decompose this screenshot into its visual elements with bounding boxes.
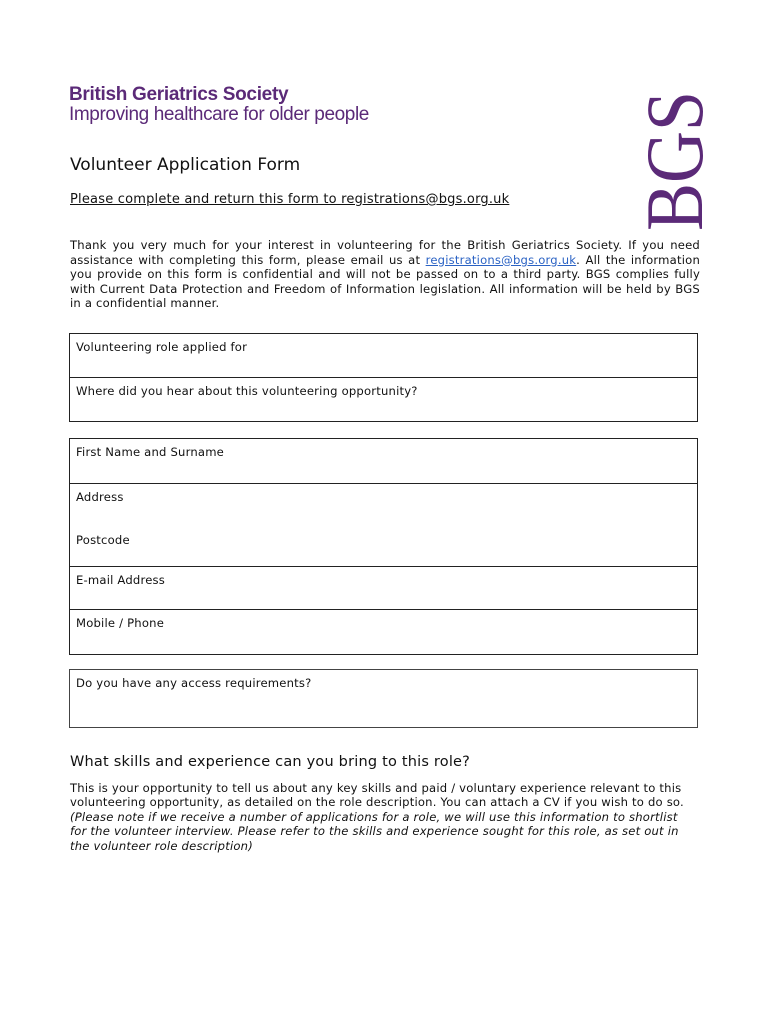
role-applied-label: Volunteering role applied for	[76, 340, 248, 354]
bgs-logo	[628, 71, 720, 232]
postcode-label: Postcode	[76, 533, 130, 547]
phone-field[interactable]	[70, 610, 697, 654]
skills-text: This is your opportunity to tell us about any key skills and paid / voluntary experience relevant to this volunteering opportunity, as detailed on the role description. You can attach a CV if you wish to do so.	[70, 781, 684, 810]
hear-about-label: Where did you hear about this volunteering opportunity?	[76, 384, 418, 398]
org-name: British Geriatrics Society	[69, 84, 289, 105]
role-section	[69, 333, 698, 422]
phone-label: Mobile / Phone	[76, 616, 165, 630]
hear-about-field[interactable]	[70, 378, 697, 421]
address-field[interactable]	[70, 484, 697, 567]
skills-description	[70, 781, 695, 853]
intro-text-end: . All the information you provide on this form is confidential and will not be passed on to a third party. BGS complies fully with Current Data Protection and Freedom of Information legislation. All information will be held by BGS in a confidential manner.	[70, 252, 700, 311]
access-requirements-field[interactable]	[70, 670, 697, 727]
skills-heading: What skills and experience can you bring to this role?	[70, 754, 471, 770]
skills-note: (Please note if we receive a number of applications for a role, we will use this information to shortlist for the volunteer interview. Please refer to the skills and experience sought for this role, as set out in the volunteer role description)	[70, 809, 679, 853]
name-label: First Name and Surname	[76, 445, 225, 459]
address-label: Address	[76, 490, 124, 504]
personal-details-section	[69, 438, 698, 655]
role-applied-field[interactable]	[70, 334, 697, 378]
name-field[interactable]	[70, 439, 697, 484]
email-label: E-mail Address	[76, 573, 166, 587]
org-tagline: Improving healthcare for older people	[69, 104, 369, 125]
registrations-email-link[interactable]: registrations@bgs.org.uk	[425, 252, 577, 267]
access-requirements-section	[69, 669, 698, 728]
form-title: Volunteer Application Form	[70, 155, 301, 175]
access-requirements-label: Do you have any access requirements?	[76, 676, 312, 690]
intro-paragraph	[70, 238, 700, 311]
email-field[interactable]	[70, 567, 697, 610]
return-instruction: Please complete and return this form to registrations@bgs.org.uk	[70, 192, 510, 207]
bgs-logo-text: BGS	[629, 71, 720, 231]
intro-text-start: Thank you very much for your interest in volunteering for the British Geriatrics Society. If you need assistance with completing this form, please email us at	[70, 238, 700, 267]
